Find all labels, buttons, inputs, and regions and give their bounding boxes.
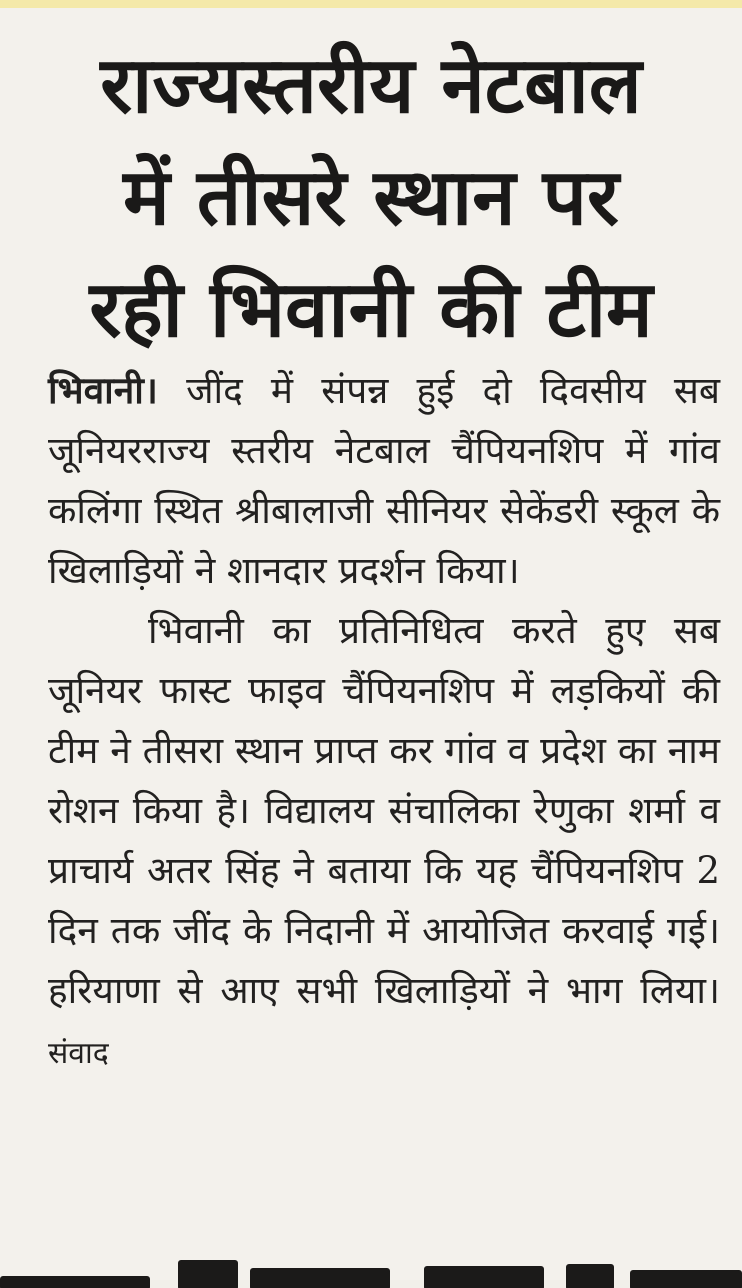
top-edge-strip <box>0 0 742 8</box>
headline-line-1: राज्यस्तरीय नेटबाल <box>100 41 642 131</box>
article-paragraph-1 <box>48 360 720 601</box>
headline-line-2: में तीसरे स्थान पर <box>123 153 619 243</box>
article-paragraph-2 <box>48 601 720 1084</box>
cut-glyph <box>178 1260 238 1288</box>
cut-glyph <box>566 1264 614 1288</box>
article-credit: संवाद <box>48 1036 109 1071</box>
cut-glyph <box>0 1276 150 1288</box>
article-dateline: भिवानी। <box>48 368 158 412</box>
paragraph-1-text: जींद में संपन्न हुई दो दिवसीय सब जूनियरराज्य स्तरीय नेटबाल चैंपियनशिप में गांव कलिंगा स्थित श्रीबालाजी सीनियर सेकेंडरी स्कूल के खिलाड़ियों ने शानदार प्रदर्शन किया। <box>48 369 720 592</box>
headline-line-3: रही भिवानी की टीम <box>89 265 653 355</box>
paragraph-2-text: भिवानी का प्रतिनिधित्व करते हुए सब जूनियर फास्ट फाइव चैंपियनशिप में लड़कियों की टीम ने तीसरा स्थान प्राप्त कर गांव व प्रदेश का नाम रोशन किया है। विद्यालय संचालिका रेणुका शर्मा व प्राचार्य अतर सिंह ने बताया कि यह चैंपियनशिप 2 दिन तक जींद के निदानी में आयोजित करवाई गई। हरियाणा से आए सभी खिलाड़ियों ने भाग लिया। <box>48 609 720 1012</box>
article-body <box>48 360 720 1084</box>
newspaper-clipping <box>0 8 742 1280</box>
cut-glyph <box>250 1268 390 1288</box>
cut-glyph <box>630 1270 742 1288</box>
article-headline <box>24 30 718 366</box>
cut-glyph <box>424 1266 544 1288</box>
cut-off-next-headline <box>0 1254 742 1288</box>
